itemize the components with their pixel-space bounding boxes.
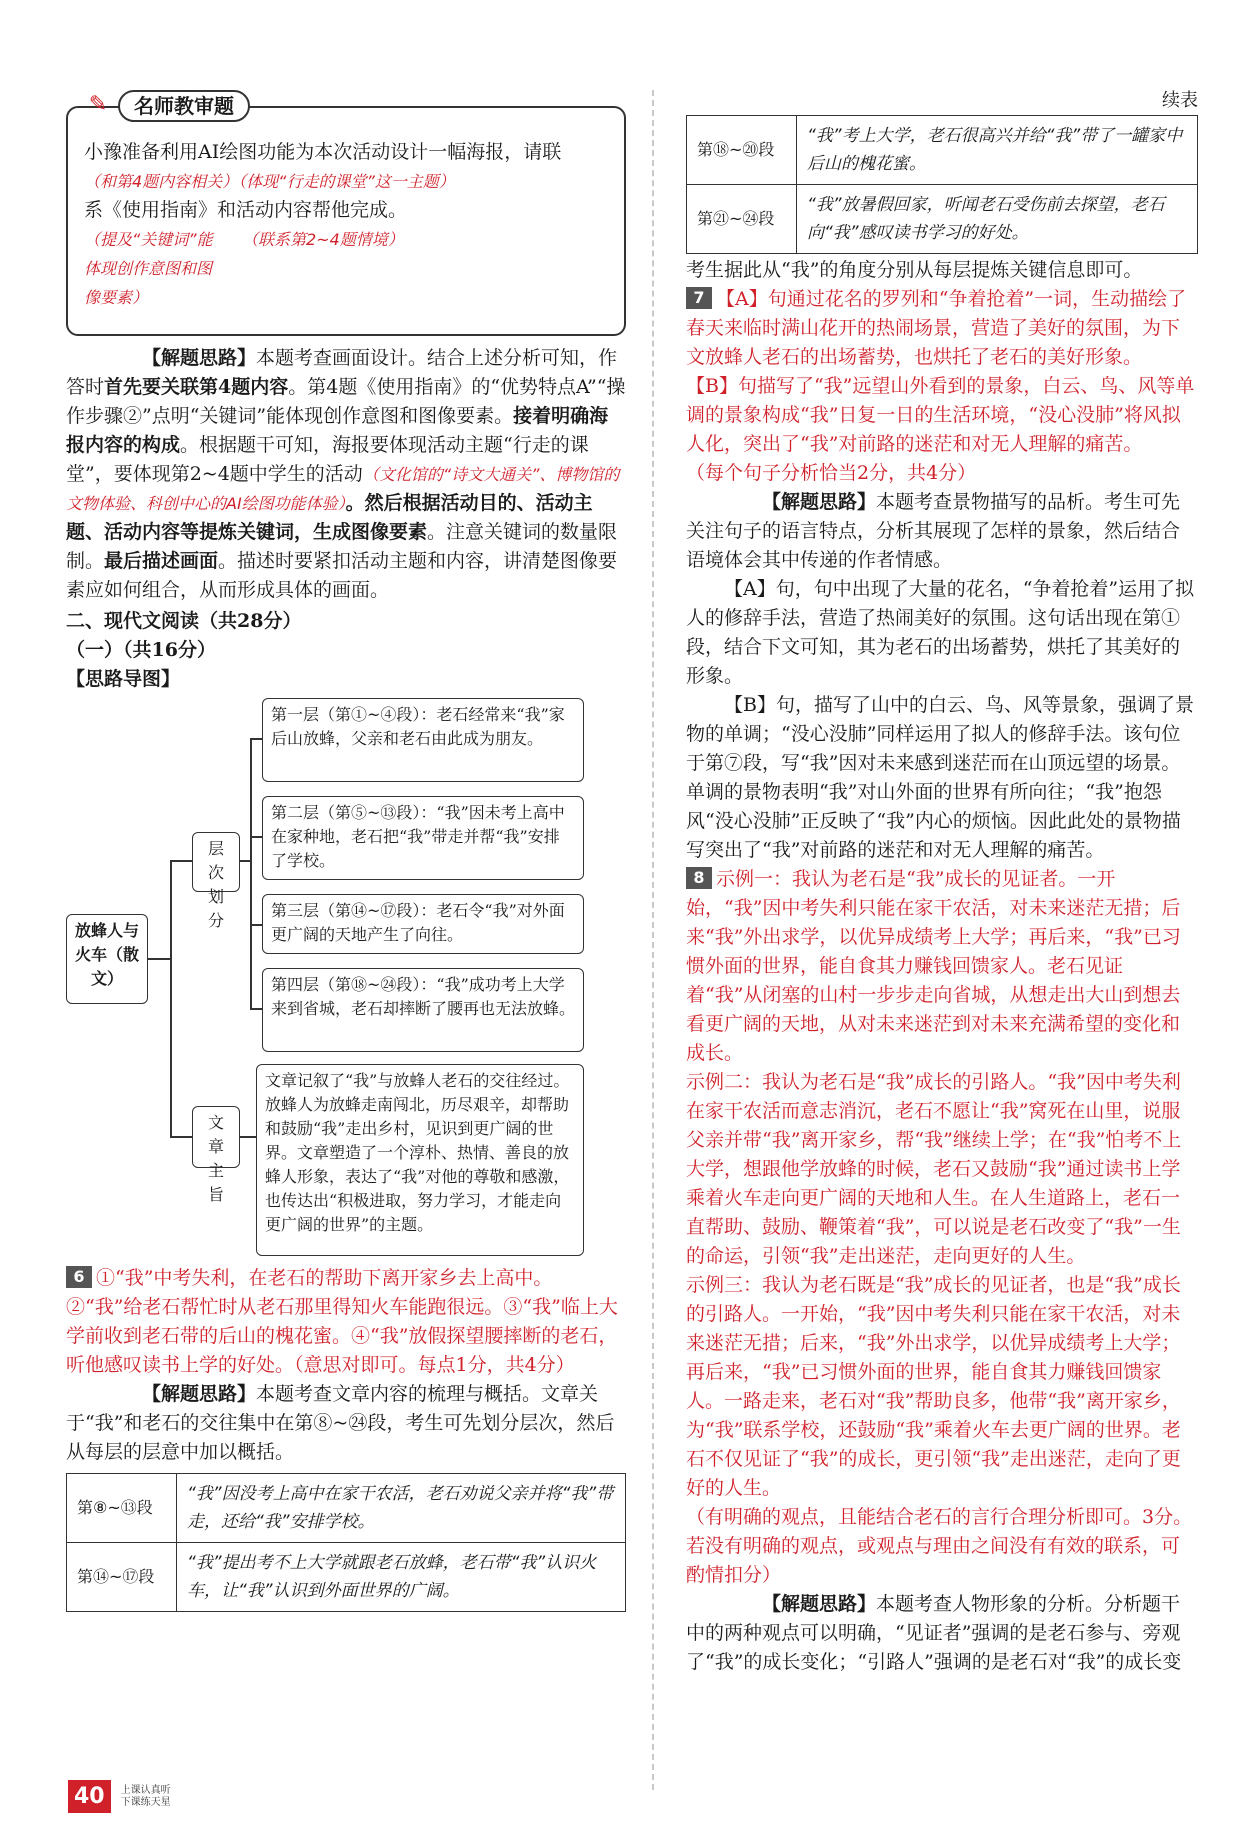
mindmap xyxy=(66,698,626,1258)
mindmap-connector xyxy=(250,738,262,740)
mindmap-root: 放蜂人与火车（散文） xyxy=(66,914,148,1004)
mindmap-layer-4: 第四层（第⑱~㉔段）：“我”成功考上大学来到省城，老石却摔断了腰再也无法放蜂。 xyxy=(262,968,584,1052)
mindmap-connector xyxy=(170,860,192,862)
table-cell-value: “我”放暑假回家，听闻老石受伤前去探望，老石向“我”感叹读书学习的好处。 xyxy=(797,185,1198,254)
page-footer xyxy=(68,1780,171,1813)
footer-slogan-line: 上课认真听 xyxy=(120,1784,171,1796)
q8-example-2: 示例二：我认为老石是“我”成长的引路人。“我”因中考失利在家干农活而意志消沉，老石不愿让“我”窝死在山里，说服父亲并带“我”离开家乡，帮“我”继续上学；在“我”怕考不上大学，想跟他学放蜂的时候，老石又鼓励“我”通过读书上学乘着火车走向更广阔的天地和人生。在人生道路上，老石一直帮助、鼓励、鞭策着“我”，可以说是老石改变了“我”一生的命运，引领“我”走出迷茫，走向更好的人生。 xyxy=(686,1071,1182,1267)
mindmap-layer-3: 第三层（第⑭~⑰段）：老石令“我”对外面更广阔的天地产生了向往。 xyxy=(262,894,584,954)
teacher-line-1: 小豫准备利用AI绘图功能为本次活动设计一幅海报，请联 xyxy=(84,141,562,163)
analysis-1-bold: 。然后根据活动目的、活动主题、活动内容等提炼关键词，生成图像要素 xyxy=(66,492,593,543)
table-cell-key: 第⑭~⑰段 xyxy=(67,1543,177,1612)
teacher-icon: ✎ xyxy=(88,92,108,117)
q7-analysis: 本题考查景物描写的品析。考生可先关注句子的语言特点，分析其展现了怎样的景象，然后结合语境体会其中传递的作者情感。 xyxy=(686,491,1181,571)
teacher-line-2: 系《使用指南》和活动内容帮他完成。 xyxy=(84,199,408,221)
q7-score: （每个句子分析恰当2分，共4分） xyxy=(686,462,977,484)
question-number: 8 xyxy=(686,867,712,889)
analysis-1-text: 。第4题《使用指南》的“优势特点A”“操作步骤②”点明“关键词”能体现创作意图和图像要素。 xyxy=(66,376,626,427)
mindmap-connector xyxy=(250,924,262,926)
mindmap-connector xyxy=(170,860,172,1138)
table-after-text: 考生据此从“我”的角度分别从每层提炼关键信息即可。 xyxy=(686,259,1143,281)
mindmap-layer-2: 第二层（第⑤~⑬段）：“我”因未考上高中在家种地，老石把“我”带走并帮“我”安排了学校。 xyxy=(262,796,584,880)
question-number: 6 xyxy=(66,1266,92,1288)
table-cell-key: 第⑧~⑬段 xyxy=(67,1474,177,1543)
section-sub: （一）（共16分） xyxy=(66,639,216,661)
table-cell-value: “我”提出考不上大学就跟老石放蜂，老石带“我”认识火车，让“我”认识到外面世界的广阔。 xyxy=(177,1543,626,1612)
q7-point-b: 【B】句，描写了山中的白云、鸟、风等景象，强调了景物的单调；“没心没肺”同样运用了拟人的修辞手法。该句位于第⑦段，写“我”因对未来感到迷茫而在山顶远望的场景。单调的景物表明“我”对山外面的世界有所向往；“我”抱怨风“没心没肺”正反映了“我”内心的烦恼。因此此处的景物描写突出了“我”对前路的迷茫和对无人理解的痛苦。 xyxy=(686,694,1194,861)
q6-analysis: 本题考查文章内容的梳理与概括。文章关于“我”和老石的交往集中在第⑧~㉔段，考生可先划分层次，然后从每层的层意中加以概括。 xyxy=(66,1383,615,1463)
analysis-1-text: 。注意关键词的数量限制。 xyxy=(66,521,618,572)
mindmap-connector xyxy=(240,1136,256,1138)
table-row xyxy=(67,1543,626,1612)
section-heading: 二、现代文阅读（共28分） xyxy=(66,610,302,632)
analysis-1-tag: 【解题思路】 xyxy=(142,347,257,369)
table-cell-value: “我”因没考上高中在家干农活，老石劝说父亲并将“我”带走，还给“我”安排学校。 xyxy=(177,1474,626,1543)
mindmap-layer-1: 第一层（第①~④段）：老石经常来“我”家后山放蜂，父亲和老石由此成为朋友。 xyxy=(262,698,584,782)
mindmap-theme-node: 文章主旨 xyxy=(192,1106,240,1168)
mindmap-tag: 【思路导图】 xyxy=(66,668,181,690)
table-row xyxy=(687,185,1198,254)
footer-slogan-line: 下课练天星 xyxy=(120,1796,171,1808)
left-column xyxy=(66,92,626,1612)
q6-answer: ①“我”中考失利，在老石的帮助下离开家乡去上高中。②“我”给老石帮忙时从老石那里得知火车能跑很远。③“我”临上大学前收到老石带的后山的槐花蜜。④“我”放假探望腰摔断的老石，听他感叹读书上学的好处。（意思对即可。每点1分，共4分） xyxy=(66,1267,618,1376)
page-number: 40 xyxy=(68,1780,111,1813)
teacher-review-box xyxy=(66,92,626,336)
q8-tag: 【解题思路】 xyxy=(762,1593,877,1615)
teacher-note-2: （提及“关键词”能体现创作意图和图像要素） xyxy=(84,230,213,307)
question-7 xyxy=(686,285,1198,865)
question-number: 7 xyxy=(686,287,712,309)
question-8 xyxy=(686,865,1198,1677)
analysis-1 xyxy=(66,344,626,605)
q7-point-a: 【A】句，句中出现了大量的花名，“争着抢着”运用了拟人的修辞手法，营造了热闹美好的氛围。这句话出现在第①段，结合下文可知，其为老石的出场蓄势，烘托了其美好的形象。 xyxy=(686,578,1195,687)
q8-analysis: 本题考查人物形象的分析。分析题干中的两种观点可以明确，“见证者”强调的是老石参与、旁观了“我”的成长变化；“引路人”强调的是老石对“我”的成长变 xyxy=(686,1593,1182,1673)
mindmap-connector xyxy=(170,1136,192,1138)
q7-answer-a: 【A】句通过花名的罗列和“争着抢着”一词，生动描绘了春天来临时满山花开的热闹场景，营造了美好的氛围，为下文放蜂人老石的出场蓄势，也烘托了老石的美好形象。 xyxy=(686,288,1187,368)
teacher-note-1: （和第4题内容相关）（体现“行走的课堂”这一主题） xyxy=(84,172,455,191)
q6-tag: 【解题思路】 xyxy=(142,1383,257,1405)
teacher-box-title: 名师教审题 xyxy=(118,90,250,122)
table-continued-label: 续表 xyxy=(1162,90,1198,111)
q8-example-3: 示例三：我认为老石既是“我”成长的见证者，也是“我”成长的引路人。一开始，“我”因中考失利只能在家干农活，对未来迷茫无措；后来，“我”外出求学，以优异成绩考上大学；再后来，“我”已习惯外面的世界，能自食其力赚钱回馈家人。一路走来，老石对“我”帮助良多，他带“我”离开家乡，为“我”联系学校，还鼓励“我”乘着火车去更广阔的世界。老石不仅见证了“我”的成长，更引领“我”走出迷茫，走向了更好的人生。 xyxy=(686,1274,1181,1499)
mindmap-theme: 文章记叙了“我”与放蜂人老石的交往经过。放蜂人为放蜂走南闯北，历尽艰辛，却帮助和鼓励“我”走出乡村，见识到更广阔的世界。文章塑造了一个淳朴、热情、善良的放蜂人形象，表达了“我”对他的尊敬和感激，也传达出“积极进取，努力学习，才能走向更广阔的世界”的主题。 xyxy=(256,1064,584,1256)
footer-slogan xyxy=(121,1785,171,1809)
q7-tag: 【解题思路】 xyxy=(762,491,877,513)
right-column xyxy=(686,86,1198,1677)
summary-table-part-2 xyxy=(686,115,1198,254)
table-row xyxy=(67,1474,626,1543)
question-6 xyxy=(66,1264,626,1467)
column-divider xyxy=(652,90,654,1790)
q7-answer-b: 【B】句描写了“我”远望山外看到的景象，白云、鸟、风等单调的景象构成“我”日复一日的生活环境，“没心没肺”将风拟人化，突出了“我”对前路的迷茫和对无人理解的痛苦。 xyxy=(686,375,1195,455)
mindmap-layers-node: 层次划分 xyxy=(192,832,240,892)
analysis-1-bold: 首先要关联第4题内容 xyxy=(104,376,289,398)
table-cell-key: 第⑱~⑳段 xyxy=(687,116,797,185)
summary-table-part-1 xyxy=(66,1473,626,1612)
table-row xyxy=(687,116,1198,185)
mindmap-connector xyxy=(250,836,262,838)
q8-score: （有明确的观点，且能结合老石的言行合理分析即可。3分。若没有明确的观点，或观点与理由之间没有有效的联系，可酌情扣分） xyxy=(686,1506,1193,1586)
mindmap-connector xyxy=(250,1008,262,1010)
analysis-1-text: 本题考查画面设计。结合上述分析可知，作答时 xyxy=(66,347,618,398)
analysis-1-text: 。根据题干可知，海报要体现活动主题“行走的课堂”，要体现第2~4题中学生的活动 xyxy=(66,434,589,485)
table-cell-key: 第㉑~㉔段 xyxy=(687,185,797,254)
mindmap-connector xyxy=(250,738,252,1010)
teacher-note-3: （联系第2~4题情境） xyxy=(242,230,404,249)
analysis-1-bold: 最后描述画面 xyxy=(104,550,219,572)
analysis-1-bold: 接着明确海报内容的构成 xyxy=(66,405,609,456)
mindmap-connector xyxy=(148,958,170,960)
analysis-1-note: （文化馆的“诗文大通关”、博物馆的文物体验、科创中心的AI绘图功能体验） xyxy=(66,465,620,513)
table-cell-value: “我”考上大学，老石很高兴并给“我”带了一罐家中后山的槐花蜜。 xyxy=(797,116,1198,185)
analysis-1-text: 。描述时要紧扣活动主题和内容，讲清楚图像要素应如何组合，从而形成具体的画面。 xyxy=(66,550,618,601)
q8-example-1: 示例一：我认为老石是“我”成长的见证者。一开始，“我”因中考失利只能在家干农活，对未来迷茫无措；后来“我”外出求学，以优异成绩考上大学；再后来，“我”已习惯外面的世界，能自食其力赚钱回馈家人。老石见证着“我”从闭塞的山村一步步走向省城，从想走出大山到想去看更广阔的天地，从对未来迷茫到对未来充满希望的变化和成长。 xyxy=(686,868,1181,1064)
